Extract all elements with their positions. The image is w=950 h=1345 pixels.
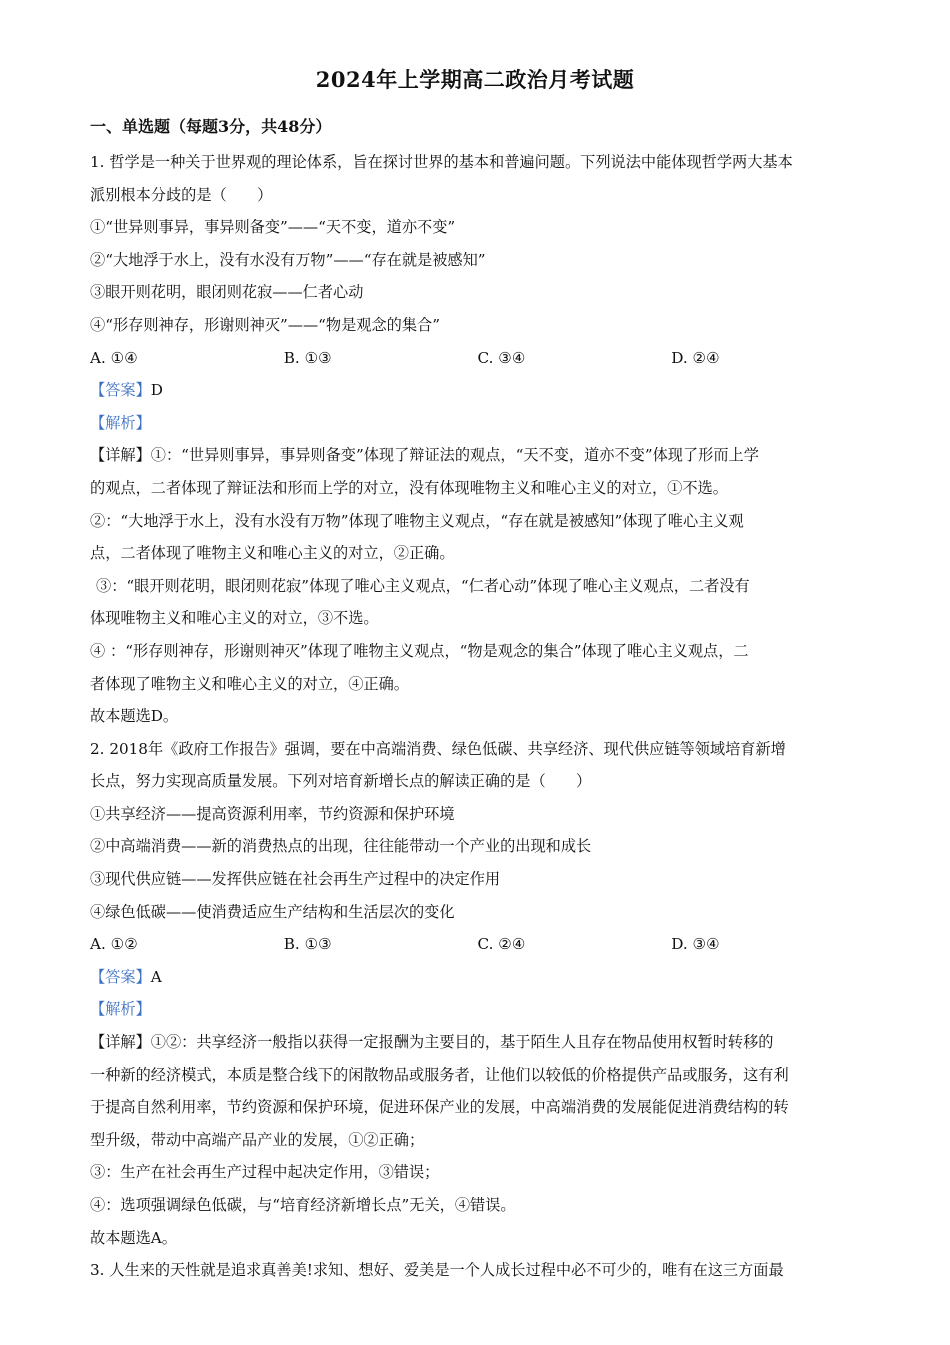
q1-detail-1-text: ①：“世异则事异，事异则备变”体现了辩证法的观点，“天不变，道亦不变”体现了形而上学 <box>150 446 759 465</box>
q1-detail-4-line-2: 者体现了唯物主义和唯心主义的对立，④正确。 <box>90 674 409 693</box>
q2-answer-tag: 【答案】 <box>90 967 151 986</box>
q2-stem-line-1: 2. 2018年《政府工作报告》强调，要在中高端消费、绿色低碳、共享经济、现代供应链等领域培育新增 <box>90 739 786 758</box>
document-body <box>90 146 865 1287</box>
q1-item-4: ④“形存则神存，形谢则神灭”——“物是观念的集合” <box>90 315 440 334</box>
q3-stem-line-1: 3. 人生来的天性就是追求真善美!求知、想好、爱美是一个人成长过程中必不可少的，唯有在这三方面最 <box>90 1261 784 1280</box>
q1-detail-1-line-2: 的观点，二者体现了辩证法和形而上学的对立，没有体现唯物主义和唯心主义的对立，①不选。 <box>90 478 728 497</box>
q1-analysis-tag: 【解析】 <box>90 413 151 432</box>
q2-item-3: ③现代供应链——发挥供应链在社会再生产过程中的决定作用 <box>90 870 501 889</box>
q1-option-d: D. ②④ <box>671 348 720 367</box>
q1-detail-3-line-2: 体现唯物主义和唯心主义的对立，③不选。 <box>90 609 379 628</box>
q1-option-c: C. ③④ <box>477 348 526 367</box>
q1-stem-line-2: 派别根本分歧的是（ ） <box>90 185 273 204</box>
q1-item-3: ③眼开则花明，眼闭则花寂——仁者心动 <box>90 283 364 302</box>
q1-item-2: ②“大地浮于水上，没有水没有万物”——“存在就是被感知” <box>90 250 486 269</box>
q1-item-1: ①“世异则事异，事异则备变”——“天不变，道亦不变” <box>90 218 456 237</box>
q1-options <box>90 342 865 375</box>
section-heading: 一、单选题（每题3分，共48分） <box>90 117 332 136</box>
q2-option-a: A. ①② <box>90 935 138 954</box>
q2-detail-1-line-2: 一种新的经济模式，本质是整合线下的闲散物品或服务者，让他们以较低的价格提供产品或服务，这有利 <box>90 1065 789 1084</box>
q1-detail-2-line-1: ②：“大地浮于水上，没有水没有万物”体现了唯物主义观点，“存在就是被感知”体现了唯心主义观 <box>90 511 744 530</box>
q2-detail-2: ③：生产在社会再生产过程中起决定作用，③错误； <box>90 1163 440 1182</box>
q2-item-2: ②中高端消费——新的消费热点的出现，往往能带动一个产业的出现和成长 <box>90 837 592 856</box>
q2-answer-value: A <box>150 967 162 986</box>
q1-detail-3-line-1: ③：“眼开则花明，眼闭则花寂”体现了唯心主义观点，“仁者心动”体现了唯心主义观点，二者没有 <box>96 576 750 595</box>
q2-option-d: D. ③④ <box>671 935 720 954</box>
q2-detail-1-line-3: 于提高自然利用率，节约资源和保护环境，促进环保产业的发展，中高端消费的发展能促进消费结构的转 <box>90 1098 789 1117</box>
q1-conclusion: 故本题选D。 <box>90 707 179 726</box>
page-title: 2024年上学期高二政治月考试题 <box>315 67 635 92</box>
q2-detail-1-line-1 <box>90 1026 865 1059</box>
q1-detail-4-line-1: ④ ：“形存则神存，形谢则神灭”体现了唯物主义观点，“物是观念的集合”体现了唯心主义观点，二 <box>90 641 749 660</box>
q1-detail-2-line-2: 点，二者体现了唯物主义和唯心主义的对立，②正确。 <box>90 544 455 563</box>
q2-answer <box>90 961 865 994</box>
q2-detail-1-text: ①②：共享经济一般指以获得一定报酬为主要目的，基于陌生人且存在物品使用权暂时转移的 <box>150 1033 774 1052</box>
q2-item-1: ①共享经济——提高资源利用率，节约资源和保护环境 <box>90 804 455 823</box>
q1-answer <box>90 374 865 407</box>
q1-stem-line-1: 1. 哲学是一种关于世界观的理论体系，旨在探讨世界的基本和普遍问题。下列说法中能体现哲学两大基本 <box>90 153 793 171</box>
q1-detail-tag: 【详解】 <box>90 446 151 465</box>
q1-answer-tag: 【答案】 <box>90 381 151 400</box>
q2-analysis-tag: 【解析】 <box>90 1000 151 1019</box>
q2-detail-tag: 【详解】 <box>90 1033 151 1052</box>
q2-options <box>90 928 865 961</box>
q2-option-c: C. ②④ <box>477 935 526 954</box>
q2-item-4: ④绿色低碳——使消费适应生产结构和生活层次的变化 <box>90 902 455 921</box>
q2-option-b: B. ①③ <box>283 935 332 954</box>
q1-option-b: B. ①③ <box>283 348 332 367</box>
q1-detail-1-line-1 <box>90 439 865 472</box>
q1-answer-value: D <box>150 381 163 400</box>
q1-option-a: A. ①④ <box>90 348 138 367</box>
q2-detail-1-line-4: 型升级，带动中高端产品产业的发展，①②正确； <box>90 1130 425 1149</box>
q2-detail-3: ④：选项强调绿色低碳，与“培育经济新增长点”无关，④错误。 <box>90 1196 516 1214</box>
q2-stem-line-2: 长点，努力实现高质量发展。下列对培育新增长点的解读正确的是（ ） <box>90 772 592 791</box>
q2-conclusion: 故本题选A。 <box>90 1228 177 1247</box>
